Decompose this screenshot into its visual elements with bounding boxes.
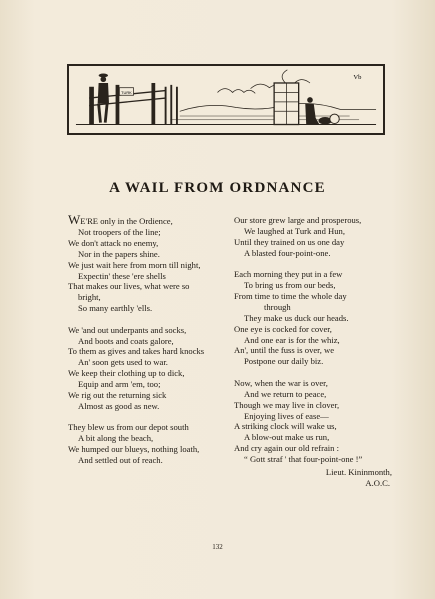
right-column: [234, 215, 396, 499]
stanza-3: [68, 422, 226, 466]
poem-title: A WAIL FROM ORDNANCE: [109, 180, 326, 196]
verse-line: An', until the fuss is over, we: [234, 345, 335, 356]
stanza-6: [234, 378, 396, 489]
trench-scene-image: [69, 66, 383, 133]
stanza-1: [68, 212, 226, 314]
verse-line: [68, 212, 226, 227]
verse-line: We don't attack no enemy,: [68, 237, 159, 248]
verse-line: And settled out of reach.: [78, 455, 163, 466]
left-column: [68, 212, 226, 477]
verse-line: We 'and out underpants and socks,: [68, 324, 187, 335]
verse-line: Though we may live in clover,: [234, 399, 340, 410]
header-illustration: [67, 64, 385, 135]
verse-line: Almost as good as new.: [78, 401, 160, 411]
verse-line: They make us duck our heads.: [244, 312, 349, 323]
verse-line: “ Gott straf ' that four-point-one !”: [244, 454, 363, 465]
verse-line: through: [264, 301, 291, 312]
verse-line: One eye is cocked for cover,: [234, 323, 332, 334]
stanza-2: [68, 325, 226, 412]
verse-line: We just wait here from morn till night,: [68, 259, 201, 270]
verse-line: Each morning they put in a few: [234, 269, 343, 280]
stanza-5: [234, 269, 396, 367]
verse-line: To them as gives and takes hard knocks: [68, 346, 205, 357]
verse-line: A striking clock will wake us,: [234, 421, 337, 432]
page-number: 132: [212, 543, 223, 551]
verse-line: Not troopers of the line;: [78, 226, 161, 237]
verse-line: And boots and coats galore,: [78, 335, 174, 346]
verse-line: We humped our blueys, nothing loath,: [68, 444, 200, 455]
verse-line: They blew us from our depot south: [68, 422, 189, 433]
verse-line: Now, when the war is over,: [234, 377, 328, 388]
verse-line: And one ear is for the whiz,: [244, 334, 340, 345]
verse-line: We rig out the returning sick: [68, 390, 167, 401]
verse-line: bright,: [78, 292, 101, 303]
verse-line: Equip and arm 'em, too;: [78, 379, 161, 390]
verse-line: Postpone our daily biz.: [244, 356, 324, 367]
author-name: Lieut. Kininmonth,: [325, 467, 392, 478]
verse-line: To bring us from our beds,: [244, 280, 336, 291]
verse-line: And we return to peace,: [244, 388, 327, 399]
verse-line: A blasted four-point-one.: [244, 247, 331, 258]
verse-line: So many earthly 'ells.: [78, 303, 153, 314]
verse-line: Our store grew large and prosperous,: [234, 215, 362, 225]
verse-line: An' soon gets used to war.: [78, 357, 168, 368]
verse-line: Expectin' these 'ere shells: [78, 270, 166, 281]
verse-line: Enjoying lives of ease—: [244, 410, 329, 421]
artist-monogram: Vb: [353, 74, 362, 82]
stanza-4: [234, 215, 396, 259]
author-unit: A.O.C.: [365, 477, 390, 488]
verse-line: We keep their clothing up to dick,: [68, 368, 185, 379]
dropcap: W: [68, 212, 81, 227]
verse-line: A bit along the beach,: [78, 433, 154, 444]
verse-line: And cry again our old refrain :: [234, 443, 339, 454]
verse-line: Nor in the papers shine.: [78, 248, 160, 259]
verse-line: A blow-out make us run,: [244, 432, 330, 443]
signpost-text: TURK: [121, 89, 132, 95]
verse-line: That makes our lives, what were so: [68, 281, 190, 292]
verse-line: We laughed at Turk and Hun,: [244, 225, 345, 236]
verse-line: Until they trained on us one day: [234, 236, 345, 247]
verse-line: From time to time the whole day: [234, 290, 347, 301]
verse-text: E'RE only in the Ordience,: [80, 216, 173, 226]
